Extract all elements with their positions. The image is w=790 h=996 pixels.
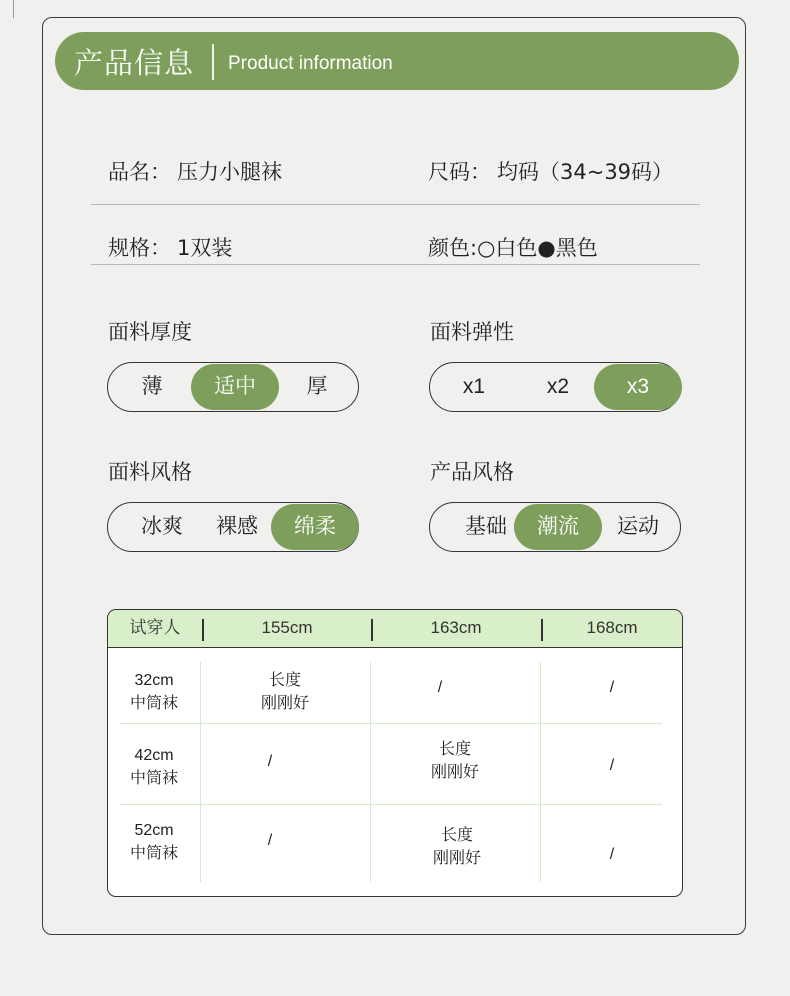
table-row-label: [108, 669, 200, 715]
header-title-zh: 产品信息: [74, 46, 195, 80]
elasticity-title: 面料弹性: [430, 320, 514, 344]
cell-line: /: [267, 832, 273, 849]
thickness-option[interactable]: 薄: [141, 375, 163, 398]
divider: [91, 264, 700, 265]
fit-table: [107, 609, 683, 897]
cell-line: /: [609, 679, 615, 696]
table-cell: [370, 738, 540, 784]
product-style-selector: [429, 502, 681, 552]
table-cell: [540, 676, 683, 699]
product-color: [428, 232, 598, 262]
row-divider: [120, 804, 662, 805]
table-header-cell: 试穿人: [129, 618, 181, 637]
header-title-en: Product information: [228, 53, 393, 74]
product-style-option[interactable]: 运动: [617, 515, 659, 538]
row-length: 52cm: [134, 822, 174, 839]
product-style-option[interactable]: 潮流: [514, 504, 602, 550]
elasticity-option[interactable]: x2: [546, 375, 570, 398]
table-header-cell: 163cm: [430, 618, 482, 637]
thickness-selector: [107, 362, 359, 412]
product-name-label: 品名：: [108, 160, 171, 184]
row-length: 42cm: [134, 747, 174, 764]
table-header: [108, 610, 682, 648]
row-divider: [120, 723, 662, 724]
product-style-title: 产品风格: [430, 460, 514, 484]
thickness-title: 面料厚度: [108, 320, 192, 344]
product-spec: [108, 232, 232, 262]
product-color-label: 颜色:: [428, 236, 478, 260]
product-spec-label: 规格：: [108, 236, 171, 260]
cell-line: 刚刚好: [430, 764, 479, 781]
product-spec-value: 1双装: [177, 236, 233, 260]
table-cell: [200, 829, 340, 852]
header-divider: [212, 44, 214, 80]
table-header-cell: 168cm: [586, 618, 638, 637]
table-cell: [200, 669, 370, 715]
product-size-value: 均码（34~39码）: [497, 160, 674, 184]
table-header-cell: 155cm: [261, 618, 313, 637]
cell-line: /: [437, 679, 443, 696]
cell-line: /: [609, 757, 615, 774]
product-size-label: 尺码：: [428, 160, 491, 184]
product-color-value: ○白色●黑色: [477, 236, 598, 260]
cell-line: 长度: [440, 827, 473, 844]
fabric-style-selector: [107, 502, 359, 552]
row-length: 32cm: [134, 672, 174, 689]
fabric-style-option[interactable]: 裸感: [216, 515, 258, 538]
table-cell: [370, 676, 510, 699]
elasticity-option[interactable]: x1: [462, 375, 486, 398]
fabric-style-option[interactable]: 冰爽: [141, 515, 183, 538]
cell-line: /: [267, 753, 273, 770]
elasticity-option[interactable]: x3: [594, 364, 682, 410]
table-row-label: [108, 744, 200, 790]
cell-line: 长度: [268, 672, 301, 689]
cell-line: 长度: [438, 741, 471, 758]
product-name: [108, 156, 282, 186]
corner-tick: [13, 0, 14, 18]
table-row-label: [108, 819, 200, 865]
fabric-style-title: 面料风格: [108, 460, 192, 484]
row-type: 中筒袜: [129, 845, 178, 862]
product-style-option[interactable]: 基础: [465, 515, 507, 538]
divider: [91, 204, 700, 205]
cell-line: 刚刚好: [432, 850, 481, 867]
table-cell: [370, 824, 544, 870]
cell-line: 刚刚好: [260, 695, 309, 712]
section-header: [55, 32, 739, 90]
table-cell: [540, 843, 683, 866]
elasticity-selector: [429, 362, 681, 412]
row-type: 中筒袜: [129, 770, 178, 787]
row-type: 中筒袜: [129, 695, 178, 712]
product-size: [428, 156, 673, 186]
product-name-value: 压力小腿袜: [177, 160, 282, 184]
thickness-option[interactable]: 适中: [191, 364, 279, 410]
table-cell: [200, 750, 340, 773]
cell-line: /: [609, 846, 615, 863]
fabric-style-option[interactable]: 绵柔: [271, 504, 359, 550]
thickness-option[interactable]: 厚: [306, 375, 328, 398]
table-cell: [540, 754, 683, 777]
